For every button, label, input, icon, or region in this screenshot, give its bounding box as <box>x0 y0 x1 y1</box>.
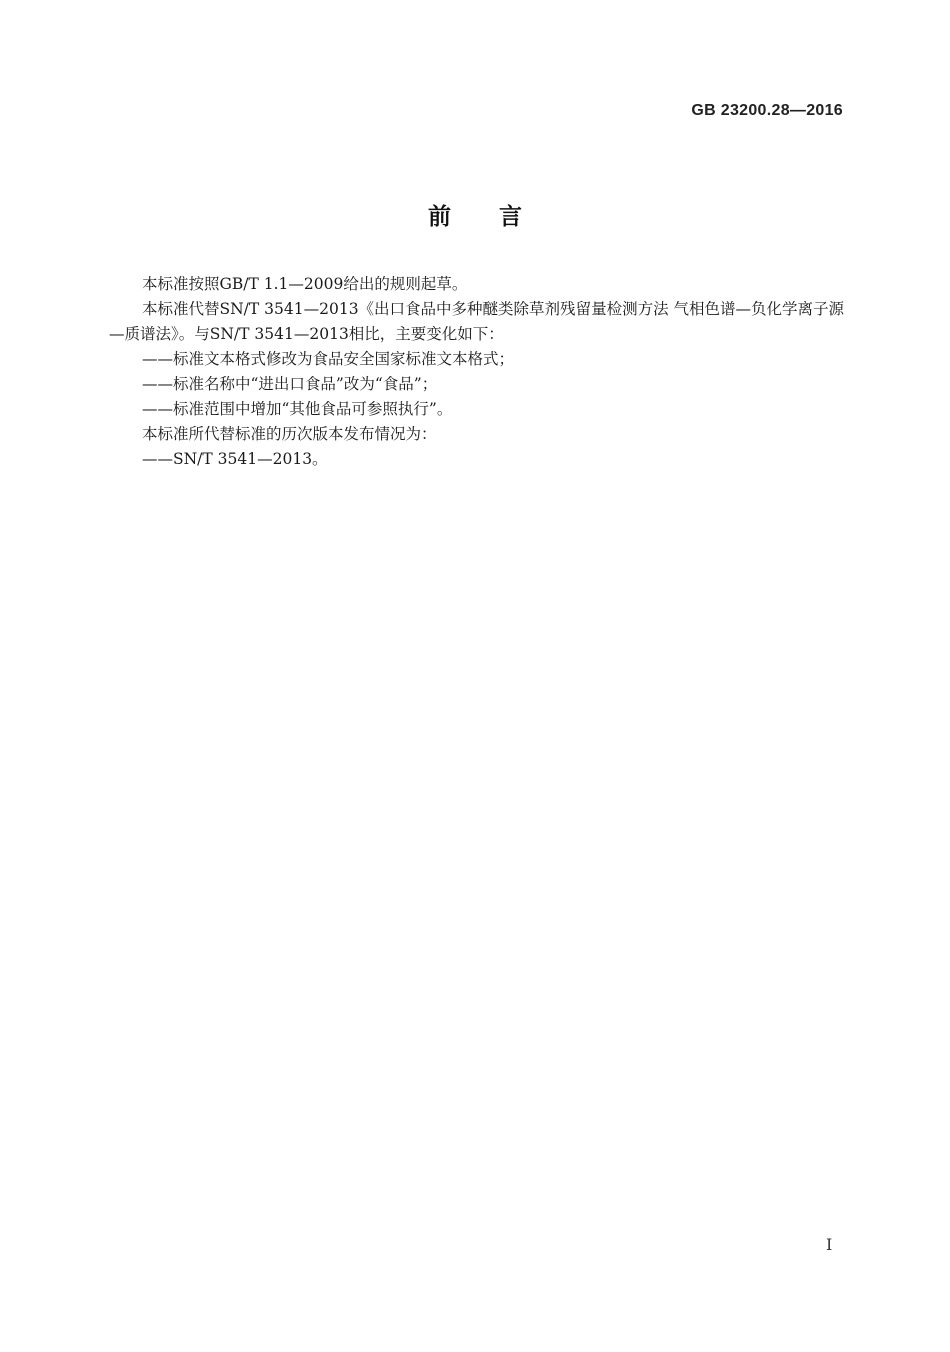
page-number: I <box>826 1235 833 1254</box>
change-item-scope: ——标准范围中增加“其他食品可参照执行”。 <box>142 400 453 418</box>
paragraph-drafting-rules: 本标准按照GB/T 1.1—2009给出的规则起草。 <box>142 275 468 293</box>
paragraph-replaces-standard: 本标准代替SN/T 3541—2013《出口食品中多种醚类除草剂残留量检测方法 气相色谱—负化学离子源—质谱法》。与SN/T 3541—2013相比，主要变化如下： <box>109 300 844 343</box>
version-history-item: ——SN/T 3541—2013。 <box>142 450 328 468</box>
page-title: 前言 <box>428 204 570 230</box>
preface-body <box>109 272 844 472</box>
change-item-format: ——标准文本格式修改为食品安全国家标准文本格式； <box>142 350 515 368</box>
paragraph-version-history: 本标准所代替标准的历次版本发布情况为： <box>142 425 437 443</box>
change-item-name: ——标准名称中“进出口食品”改为“食品”； <box>142 375 438 393</box>
standard-number: GB 23200.28—2016 <box>691 102 843 119</box>
